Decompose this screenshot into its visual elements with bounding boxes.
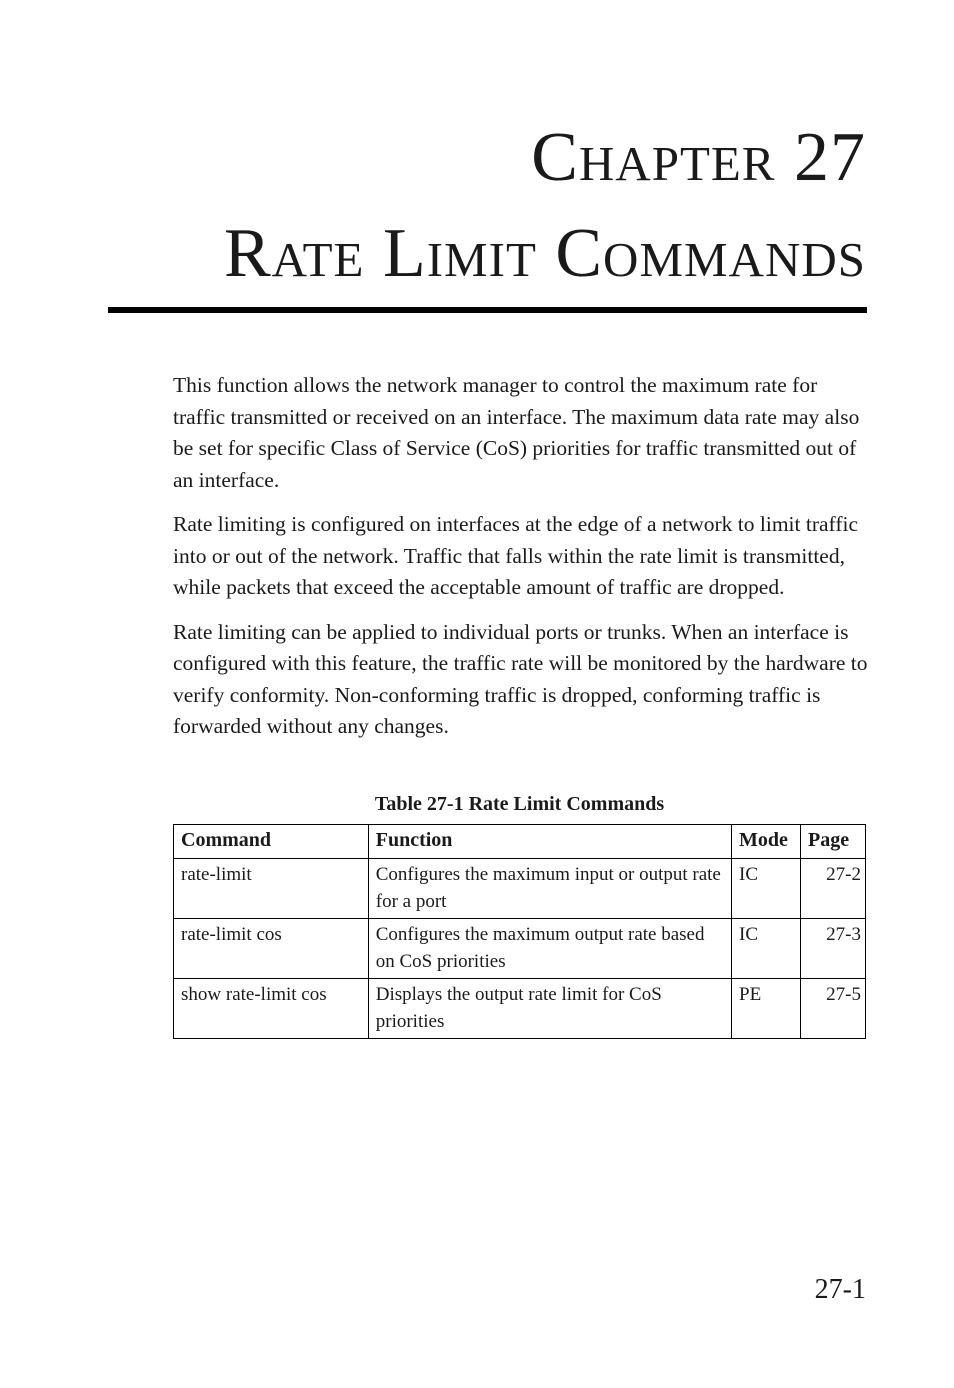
paragraph-edge: Rate limiting is configured on interfaces at the edge of a network to limit traffic into or out of the network. Traffic that falls within the rate limit is transmitted, while packets that exceed the acceptable amount of traffic are dropped.	[173, 512, 858, 599]
cell-command: rate-limit cos	[174, 919, 369, 979]
cell-function: Displays the output rate limit for CoS priorities	[368, 979, 731, 1039]
header-page: Page	[801, 825, 866, 859]
cell-command: rate-limit	[174, 859, 369, 919]
cell-mode: IC	[732, 859, 801, 919]
table-header-row	[174, 825, 866, 859]
cell-page: 27-2	[801, 859, 866, 919]
table-row	[174, 979, 866, 1039]
cell-page: 27-5	[801, 979, 866, 1039]
chapter-title: Rate Limit Commands	[223, 215, 866, 292]
chapter-divider	[108, 307, 867, 313]
header-function: Function	[368, 825, 731, 859]
table-row	[174, 859, 866, 919]
header-mode: Mode	[732, 825, 801, 859]
page-number: 27-1	[814, 1274, 866, 1305]
header-command: Command	[174, 825, 369, 859]
chapter-label: Chapter 27	[531, 119, 866, 196]
paragraph-intro: This function allows the network manager to control the maximum rate for traffic transmitted or received on an interface. The maximum data rate may also be set for specific Class of Service (CoS) priorities for traffic transmitted out of an interface.	[173, 373, 860, 492]
cell-mode: PE	[732, 979, 801, 1039]
cell-page: 27-3	[801, 919, 866, 979]
cell-mode: IC	[732, 919, 801, 979]
cell-function: Configures the maximum input or output rate for a port	[368, 859, 731, 919]
cell-command: show rate-limit cos	[174, 979, 369, 1039]
table-caption: Table 27-1 Rate Limit Commands	[374, 793, 665, 815]
body-text	[173, 370, 873, 756]
cell-function: Configures the maximum output rate based on CoS priorities	[368, 919, 731, 979]
table-row	[174, 919, 866, 979]
commands-table	[173, 824, 866, 1039]
paragraph-ports: Rate limiting can be applied to individual ports or trunks. When an interface is configured with this feature, the traffic rate will be monitored by the hardware to verify conformity. Non-conforming traffic is dropped, conforming traffic is forwarded without any changes.	[173, 619, 868, 738]
